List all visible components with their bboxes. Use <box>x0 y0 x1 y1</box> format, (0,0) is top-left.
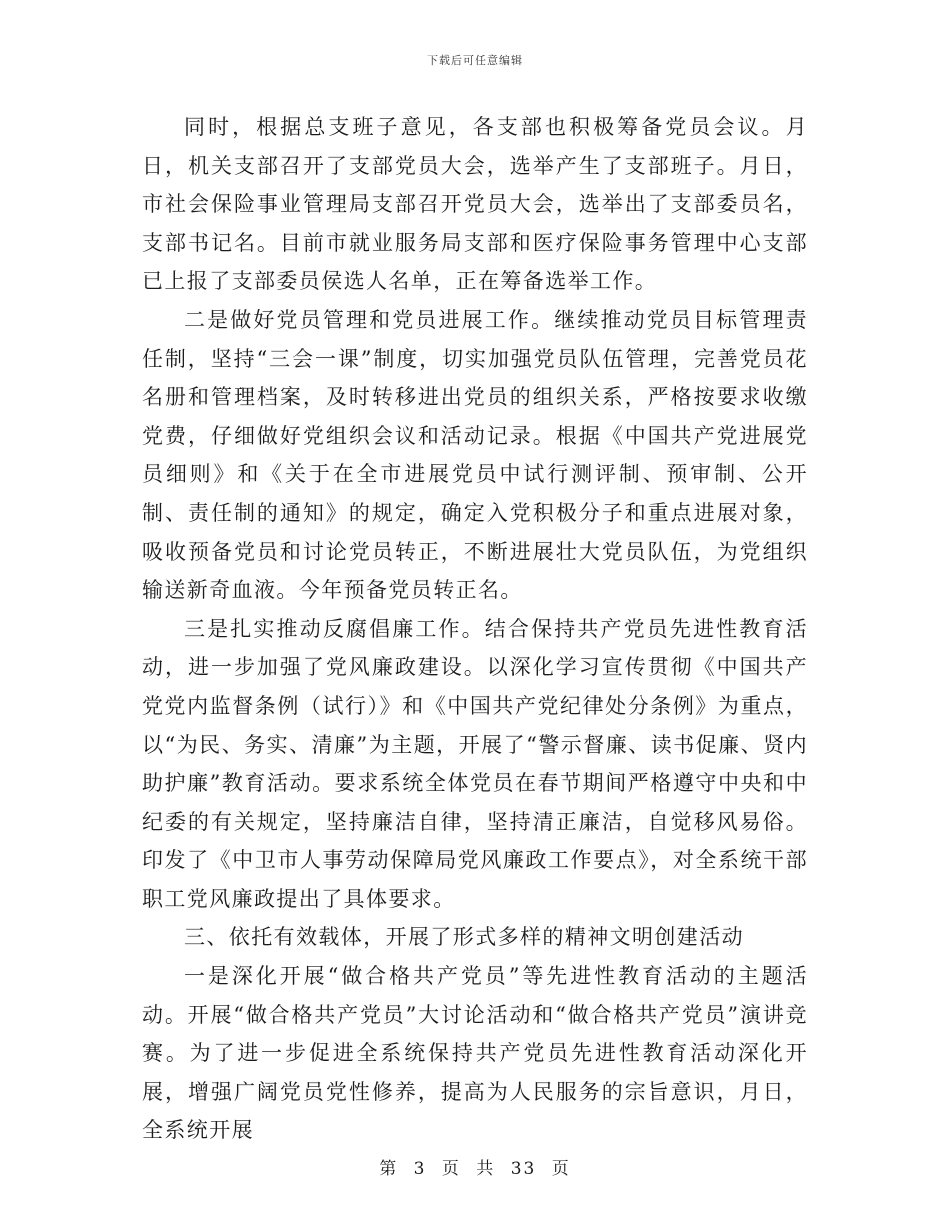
section-heading-civilization-activities: 三、依托有效载体，开展了形式多样的精神文明创建活动 <box>184 925 744 950</box>
paragraph-member-management: 二是做好党员管理和党员进展工作。继续推动党员目标管理责任制，坚持“三会一课”制度，切实加强党员队伍管理，完善党员花名册和管理档案，及时转移进出党员的组织关系，严格按要求收缴党费，仔细做好党组织会议和活动记录。根据《中国共产党进展党员细则》和《关于在全市进展党员中试行测评制、预审制、公开制、责任制的通知》的规定，确定入党积极分子和重点进展对象，吸收预备党员和讨论党员转正，不断进展壮大党员队伍，为党组织输送新奇血液。今年预备党员转正名。 <box>142 307 808 603</box>
paragraph-anti-corruption: 三是扎实推动反腐倡廉工作。结合保持共产党员先进性教育活动，进一步加强了党风廉政建设。以深化学习宣传贯彻《中国共产党党内监督条例（试行）》和《中国共产党纪律处分条例》为重点，以“为民、务实、清廉”为主题，开展了“警示督廉、读书促廉、贤内助护廉”教育活动。要求系统全体党员在春节期间严格遵守中央和中纪委的有关规定，坚持廉洁自律，坚持清正廉洁，自觉移风易俗。印发了《中卫市人事劳动保障局党风廉政工作要点》，对全系统干部职工党风廉政提出了具体要求。 <box>142 616 808 911</box>
paragraph-education-activities: 一是深化开展“做合格共产党员”等先进性教育活动的主题活动。开展“做合格共产党员”大讨论活动和“做合格共产党员”演讲竞赛。为了进一步促进全系统保持共产党员先进性教育活动深化开展，增强广阔党员党性修养，提高为人民服务的宗旨意识，月日，全系统开展 <box>142 964 808 1143</box>
page-header-note: 下载后可任意编辑 <box>427 54 523 67</box>
page-number-footer: 第 3 页 共 33 页 <box>379 1159 571 1179</box>
paragraph-branch-meetings: 同时，根据总支班子意见，各支部也积极筹备党员会议。月日，机关支部召开了支部党员大会，选举产生了支部班子。月日，市社会保险事业管理局支部召开党员大会，选举出了支部委员名，支部书记名。目前市就业服务局支部和医疗保险事务管理中心支部已上报了支部委员侯选人名单，正在筹备选举工作。 <box>142 115 808 294</box>
document-body <box>142 108 808 1150</box>
